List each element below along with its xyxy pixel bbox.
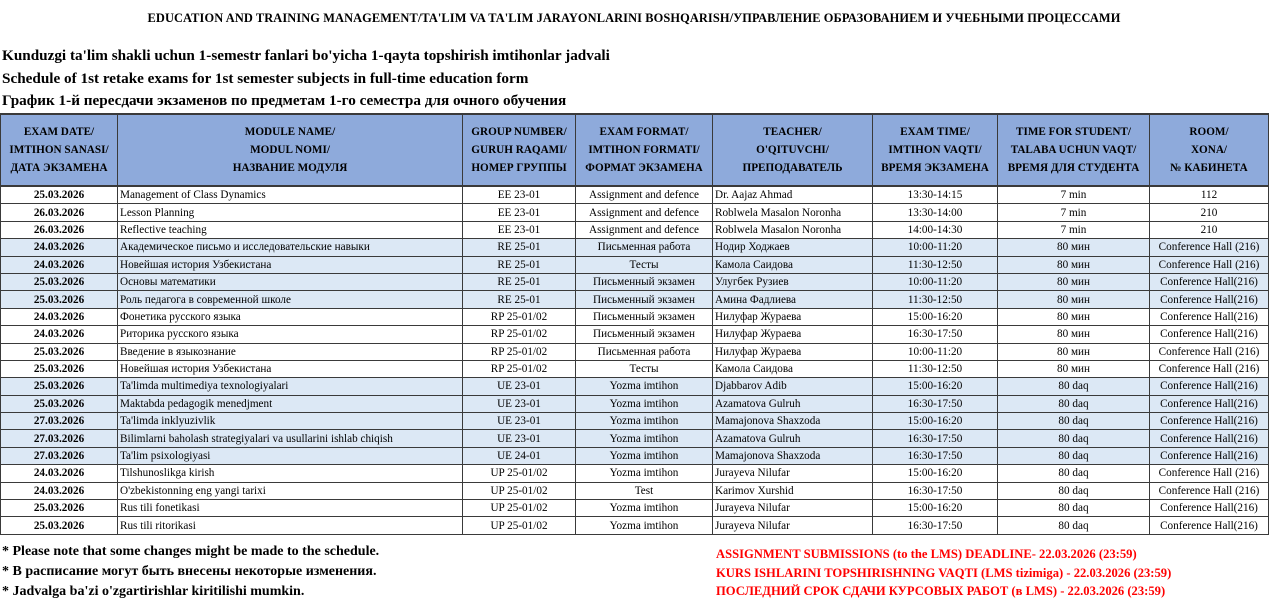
- cell-module-name: Management of Class Dynamics: [118, 186, 463, 204]
- cell-exam-date: 25.03.2026: [1, 395, 118, 412]
- cell-group-number: UE 23-01: [463, 413, 576, 430]
- table-header-row: [1, 114, 1269, 186]
- cell-time-for-student: 80 мин: [998, 291, 1150, 308]
- cell-time-for-student: 80 daq: [998, 413, 1150, 430]
- header-time-for-student: TIME FOR STUDENT/ TALABA UCHUN VAQT/ ВРЕМЯ ДЛЯ СТУДЕНТА: [998, 114, 1150, 186]
- cell-teacher: Камола Саидова: [713, 360, 873, 377]
- cell-exam-date: 27.03.2026: [1, 413, 118, 430]
- table-row: [1, 326, 1269, 343]
- cell-exam-time: 16:30-17:50: [873, 395, 998, 412]
- cell-time-for-student: 80 daq: [998, 447, 1150, 464]
- cell-group-number: EE 23-01: [463, 186, 576, 204]
- cell-module-name: Основы математики: [118, 273, 463, 290]
- cell-room: Conference Hall (216): [1150, 239, 1269, 256]
- cell-exam-format: Yozma imtihon: [576, 447, 713, 464]
- cell-exam-date: 26.03.2026: [1, 204, 118, 221]
- table-row: [1, 256, 1269, 273]
- cell-exam-date: 24.03.2026: [1, 239, 118, 256]
- cell-group-number: RP 25-01/02: [463, 343, 576, 360]
- cell-exam-format: Assignment and defence: [576, 186, 713, 204]
- cell-module-name: Новейшая история Узбекистана: [118, 256, 463, 273]
- cell-module-name: Роль педагога в современной школе: [118, 291, 463, 308]
- cell-exam-time: 14:00-14:30: [873, 221, 998, 238]
- cell-exam-date: 24.03.2026: [1, 326, 118, 343]
- cell-teacher: Azamatova Gulruh: [713, 430, 873, 447]
- cell-room: Conference Hall(216): [1150, 447, 1269, 464]
- cell-exam-format: Yozma imtihon: [576, 430, 713, 447]
- note-english: * Please note that some changes might be made to the schedule.: [2, 544, 380, 559]
- deadline-uzbek: KURS ISHLARINI TOPSHIRISHNING VAQTI (LMS tizimiga) - 22.03.2026 (23:59): [716, 565, 1172, 580]
- cell-exam-time: 11:30-12:50: [873, 360, 998, 377]
- cell-exam-format: Yozma imtihon: [576, 517, 713, 534]
- cell-teacher: Jurayeva Nilufar: [713, 465, 873, 482]
- cell-teacher: Dr. Aajaz Ahmad: [713, 186, 873, 204]
- header-room: ROOM/ XONA/ № КАБИНЕТА: [1150, 114, 1269, 186]
- cell-module-name: Maktabda pedagogik menedjment: [118, 395, 463, 412]
- cell-teacher: Karimov Xurshid: [713, 482, 873, 499]
- header-teacher: TEACHER/ O'QITUVCHI/ ПРЕПОДАВАТЕЛЬ: [713, 114, 873, 186]
- cell-teacher: Djabbarov Adib: [713, 378, 873, 395]
- cell-time-for-student: 80 мин: [998, 343, 1150, 360]
- cell-room: Conference Hall(216): [1150, 413, 1269, 430]
- table-row: [1, 413, 1269, 430]
- cell-time-for-student: 7 min: [998, 204, 1150, 221]
- cell-time-for-student: 80 мин: [998, 239, 1150, 256]
- subtitle-uzbek: Kunduzgi ta'lim shakli uchun 1-semestr fanlari bo'yicha 1-qayta topshirish imtihonlar jadvali: [2, 47, 610, 64]
- cell-exam-format: Test: [576, 482, 713, 499]
- header-group-number: GROUP NUMBER/ GURUH RAQAMI/ НОМЕР ГРУППЫ: [463, 114, 576, 186]
- subtitle-russian: График 1-й пересдачи экзаменов по предметам 1-го семестра для очного обучения: [2, 92, 567, 109]
- cell-room: Conference Hall (216): [1150, 256, 1269, 273]
- cell-teacher: Амина Фадлиева: [713, 291, 873, 308]
- cell-teacher: Azamatova Gulruh: [713, 395, 873, 412]
- cell-exam-date: 27.03.2026: [1, 430, 118, 447]
- cell-module-name: Ta'limda inklyuzivlik: [118, 413, 463, 430]
- cell-time-for-student: 7 min: [998, 186, 1150, 204]
- cell-exam-time: 13:30-14:00: [873, 204, 998, 221]
- cell-room: 210: [1150, 204, 1269, 221]
- cell-group-number: UP 25-01/02: [463, 517, 576, 534]
- table-row: [1, 482, 1269, 499]
- cell-exam-time: 16:30-17:50: [873, 326, 998, 343]
- cell-exam-time: 16:30-17:50: [873, 447, 998, 464]
- cell-group-number: RE 25-01: [463, 256, 576, 273]
- cell-teacher: Нодир Ходжаев: [713, 239, 873, 256]
- cell-exam-format: Тесты: [576, 360, 713, 377]
- cell-teacher: Jurayeva Nilufar: [713, 500, 873, 517]
- cell-room: Conference Hall(216): [1150, 430, 1269, 447]
- cell-room: Conference Hall(216): [1150, 291, 1269, 308]
- cell-teacher: Камола Саидова: [713, 256, 873, 273]
- table-row: [1, 517, 1269, 534]
- cell-room: Conference Hall(216): [1150, 517, 1269, 534]
- header-exam-format: EXAM FORMAT/ IMTIHON FORMATI/ ФОРМАТ ЭКЗАМЕНА: [576, 114, 713, 186]
- table-row: [1, 308, 1269, 325]
- cell-exam-format: Письменный экзамен: [576, 273, 713, 290]
- cell-time-for-student: 80 мин: [998, 256, 1150, 273]
- table-row: [1, 465, 1269, 482]
- cell-exam-format: Письменный экзамен: [576, 291, 713, 308]
- cell-module-name: Bilimlarni baholash strategiyalari va usullarini ishlab chiqish: [118, 430, 463, 447]
- cell-time-for-student: 7 min: [998, 221, 1150, 238]
- cell-module-name: Tilshunoslikga kirish: [118, 465, 463, 482]
- note-russian: * В расписание могут быть внесены некоторые изменения.: [2, 564, 377, 579]
- table-row: [1, 239, 1269, 256]
- table-row: [1, 186, 1269, 204]
- table-row: [1, 430, 1269, 447]
- cell-teacher: Улугбек Рузиев: [713, 273, 873, 290]
- cell-exam-format: Assignment and defence: [576, 221, 713, 238]
- schedule-titles: [2, 45, 610, 113]
- cell-exam-format: Assignment and defence: [576, 204, 713, 221]
- note-uzbek: * Jadvalga ba'zi o'zgartirishlar kiritilishi mumkin.: [2, 584, 305, 599]
- cell-module-name: Lesson Planning: [118, 204, 463, 221]
- submission-deadlines: [716, 545, 1171, 601]
- cell-exam-time: 16:30-17:50: [873, 517, 998, 534]
- deadline-english: ASSIGNMENT SUBMISSIONS (to the LMS) DEADLINE- 22.03.2026 (23:59): [716, 547, 1137, 561]
- header-exam-date: EXAM DATE/ IMTIHON SANASI/ ДАТА ЭКЗАМЕНА: [1, 114, 118, 186]
- cell-exam-date: 25.03.2026: [1, 517, 118, 534]
- cell-module-name: Фонетика русского языка: [118, 308, 463, 325]
- cell-room: Conference Hall (216): [1150, 343, 1269, 360]
- cell-exam-date: 24.03.2026: [1, 308, 118, 325]
- cell-exam-time: 10:00-11:20: [873, 273, 998, 290]
- cell-room: 112: [1150, 186, 1269, 204]
- cell-module-name: Rus tili fonetikasi: [118, 500, 463, 517]
- cell-time-for-student: 80 мин: [998, 308, 1150, 325]
- table-row: [1, 360, 1269, 377]
- cell-room: Conference Hall(216): [1150, 326, 1269, 343]
- cell-group-number: EE 23-01: [463, 221, 576, 238]
- cell-teacher: Jurayeva Nilufar: [713, 517, 873, 534]
- cell-exam-date: 25.03.2026: [1, 186, 118, 204]
- cell-module-name: Академическое письмо и исследовательские навыки: [118, 239, 463, 256]
- cell-module-name: Ta'lim psixologiyasi: [118, 447, 463, 464]
- cell-exam-date: 25.03.2026: [1, 500, 118, 517]
- cell-teacher: Нилуфар Жураева: [713, 343, 873, 360]
- deadline-russian: ПОСЛЕДНИЙ СРОК СДАЧИ КУРСОВЫХ РАБОТ (в LMS) - 22.03.2026 (23:59): [716, 584, 1166, 598]
- cell-exam-date: 24.03.2026: [1, 482, 118, 499]
- cell-exam-time: 11:30-12:50: [873, 291, 998, 308]
- cell-exam-date: 26.03.2026: [1, 221, 118, 238]
- cell-time-for-student: 80 daq: [998, 482, 1150, 499]
- cell-group-number: RP 25-01/02: [463, 360, 576, 377]
- cell-group-number: RE 25-01: [463, 239, 576, 256]
- table-row: [1, 204, 1269, 221]
- cell-exam-format: Yozma imtihon: [576, 395, 713, 412]
- cell-room: Conference Hall (216): [1150, 482, 1269, 499]
- cell-exam-date: 25.03.2026: [1, 360, 118, 377]
- cell-time-for-student: 80 daq: [998, 517, 1150, 534]
- cell-exam-format: Yozma imtihon: [576, 465, 713, 482]
- cell-time-for-student: 80 daq: [998, 378, 1150, 395]
- cell-time-for-student: 80 daq: [998, 500, 1150, 517]
- cell-exam-date: 25.03.2026: [1, 378, 118, 395]
- cell-teacher: Нилуфар Жураева: [713, 326, 873, 343]
- cell-room: Conference Hall(216): [1150, 395, 1269, 412]
- cell-group-number: UE 23-01: [463, 395, 576, 412]
- cell-teacher: Mamajonova Shaxzoda: [713, 413, 873, 430]
- header-exam-time: EXAM TIME/ IMTIHON VAQTI/ ВРЕМЯ ЭКЗАМЕНА: [873, 114, 998, 186]
- cell-exam-time: 15:00-16:20: [873, 378, 998, 395]
- cell-room: Conference Hall(216): [1150, 308, 1269, 325]
- cell-group-number: UE 24-01: [463, 447, 576, 464]
- cell-module-name: Введение в языкознание: [118, 343, 463, 360]
- cell-module-name: O'zbekistonning eng yangi tarixi: [118, 482, 463, 499]
- cell-time-for-student: 80 daq: [998, 395, 1150, 412]
- cell-group-number: RP 25-01/02: [463, 326, 576, 343]
- cell-exam-date: 25.03.2026: [1, 343, 118, 360]
- cell-exam-time: 13:30-14:15: [873, 186, 998, 204]
- subtitle-english: Schedule of 1st retake exams for 1st semester subjects in full-time education form: [2, 69, 529, 87]
- cell-module-name: Риторика русского языка: [118, 326, 463, 343]
- cell-exam-date: 25.03.2026: [1, 291, 118, 308]
- cell-exam-format: Письменный экзамен: [576, 326, 713, 343]
- cell-exam-date: 25.03.2026: [1, 273, 118, 290]
- cell-exam-date: 27.03.2026: [1, 447, 118, 464]
- cell-exam-time: 10:00-11:20: [873, 343, 998, 360]
- cell-room: Conference Hall(216): [1150, 273, 1269, 290]
- cell-exam-date: 24.03.2026: [1, 256, 118, 273]
- cell-exam-time: 15:00-16:20: [873, 308, 998, 325]
- cell-group-number: RP 25-01/02: [463, 308, 576, 325]
- cell-exam-format: Письменная работа: [576, 343, 713, 360]
- cell-time-for-student: 80 мин: [998, 360, 1150, 377]
- cell-group-number: RE 25-01: [463, 273, 576, 290]
- table-row: [1, 447, 1269, 464]
- cell-exam-format: Yozma imtihon: [576, 500, 713, 517]
- cell-exam-date: 24.03.2026: [1, 465, 118, 482]
- cell-teacher: Roblwela Masalon Noronha: [713, 204, 873, 221]
- schedule-notes: [2, 542, 379, 602]
- cell-room: Conference Hall (216): [1150, 465, 1269, 482]
- cell-exam-time: 16:30-17:50: [873, 430, 998, 447]
- cell-room: Conference Hall (216): [1150, 360, 1269, 377]
- table-row: [1, 395, 1269, 412]
- table-row: [1, 343, 1269, 360]
- table-row: [1, 378, 1269, 395]
- cell-group-number: EE 23-01: [463, 204, 576, 221]
- table-row: [1, 221, 1269, 238]
- exam-schedule-table: [0, 113, 1269, 535]
- cell-room: Conference Hall(216): [1150, 378, 1269, 395]
- cell-group-number: UE 23-01: [463, 378, 576, 395]
- cell-exam-time: 10:00-11:20: [873, 239, 998, 256]
- cell-exam-time: 11:30-12:50: [873, 256, 998, 273]
- cell-group-number: UP 25-01/02: [463, 500, 576, 517]
- cell-exam-format: Письменная работа: [576, 239, 713, 256]
- cell-exam-time: 15:00-16:20: [873, 413, 998, 430]
- cell-room: 210: [1150, 221, 1269, 238]
- cell-exam-time: 15:00-16:20: [873, 465, 998, 482]
- cell-module-name: Новейшая история Узбекистана: [118, 360, 463, 377]
- cell-exam-format: Yozma imtihon: [576, 378, 713, 395]
- cell-room: Conference Hall(216): [1150, 500, 1269, 517]
- table-row: [1, 273, 1269, 290]
- cell-module-name: Ta'limda multimediya texnologiyalari: [118, 378, 463, 395]
- organization-title: EDUCATION AND TRAINING MANAGEMENT/TA'LIM VA TA'LIM JARAYONLARINI BOSHQARISH/УПРАВЛЕНИЕ ОБРАЗОВАНИЕМ И УЧЕБНЫМИ ПРОЦЕССАМИ: [147, 11, 1121, 25]
- cell-teacher: Roblwela Masalon Noronha: [713, 221, 873, 238]
- cell-exam-format: Yozma imtihon: [576, 413, 713, 430]
- cell-time-for-student: 80 мин: [998, 326, 1150, 343]
- cell-group-number: RE 25-01: [463, 291, 576, 308]
- cell-group-number: UP 25-01/02: [463, 482, 576, 499]
- table-body: [1, 186, 1269, 534]
- table-row: [1, 500, 1269, 517]
- cell-exam-format: Письменный экзамен: [576, 308, 713, 325]
- cell-time-for-student: 80 daq: [998, 430, 1150, 447]
- cell-module-name: Reflective teaching: [118, 221, 463, 238]
- cell-exam-time: 15:00-16:20: [873, 500, 998, 517]
- cell-teacher: Mamajonova Shaxzoda: [713, 447, 873, 464]
- cell-group-number: UP 25-01/02: [463, 465, 576, 482]
- header-module-name: MODULE NAME/ MODUL NOMI/ НАЗВАНИЕ МОДУЛЯ: [118, 114, 463, 186]
- cell-module-name: Rus tili ritorikasi: [118, 517, 463, 534]
- cell-exam-format: Тесты: [576, 256, 713, 273]
- table-row: [1, 291, 1269, 308]
- cell-group-number: UE 23-01: [463, 430, 576, 447]
- cell-exam-time: 16:30-17:50: [873, 482, 998, 499]
- cell-time-for-student: 80 мин: [998, 273, 1150, 290]
- cell-time-for-student: 80 daq: [998, 465, 1150, 482]
- cell-teacher: Нилуфар Жураева: [713, 308, 873, 325]
